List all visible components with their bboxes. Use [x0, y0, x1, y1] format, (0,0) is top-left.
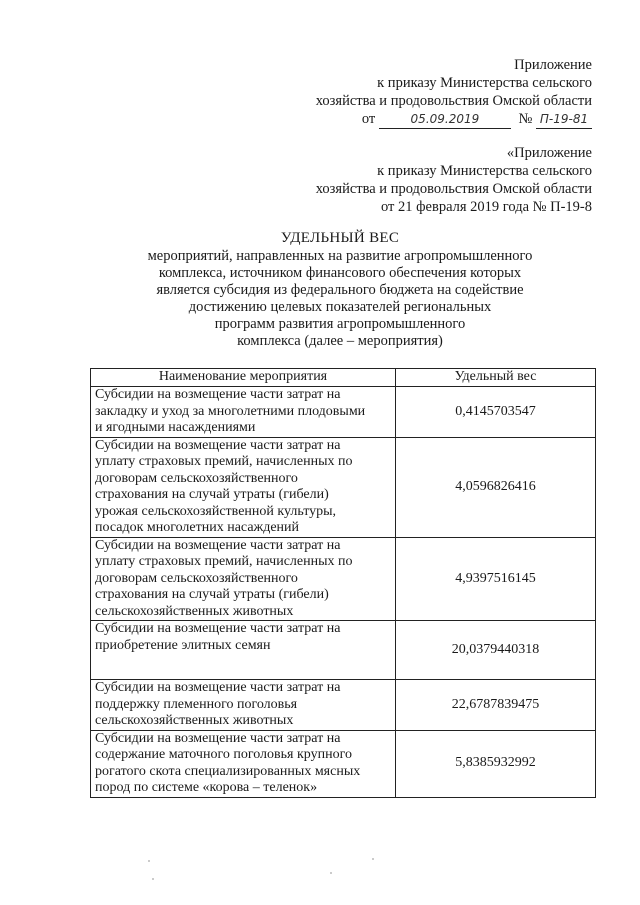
table-row: [91, 387, 596, 438]
title-line: программ развития агропромышленного: [214, 316, 466, 332]
row-weight-cell: 5,8385932992: [396, 730, 596, 797]
name-line: уплату страховых премий, начисленных по: [95, 554, 353, 569]
name-line: договорам сельскохозяйственного: [95, 470, 298, 486]
previous-order-ref-line: к приказу Министерства сельского: [377, 163, 592, 179]
scan-speck: [330, 872, 332, 874]
row-weight-cell: 4,0596826416: [396, 437, 596, 537]
row-name-cell: [91, 437, 396, 537]
name-line: Субсидии на возмещение части затрат на: [95, 437, 341, 453]
row-weight-cell: 0,4145703547: [396, 387, 596, 438]
ministry-line: хозяйства и продовольствия Омской области: [315, 93, 592, 109]
row-weight-cell: 4,9397516145: [396, 537, 596, 621]
row-name-cell: [91, 680, 396, 731]
name-line: уплату страховых премий, начисленных по: [95, 454, 353, 469]
table-row: [91, 680, 596, 731]
title-line: комплекса, источником финансового обеспечения которых: [158, 265, 522, 281]
name-line: посадок многолетних насаждений: [95, 520, 300, 535]
name-line: содержание маточного поголовья крупного: [95, 747, 352, 762]
scan-speck: [372, 858, 374, 860]
name-line: закладку и уход за многолетними плодовыми: [95, 403, 366, 419]
previous-order-date-line: от 21 февраля 2019 года № П-19-8: [381, 199, 592, 215]
appendix-header-current: [316, 56, 592, 129]
appendix-label: Приложение: [514, 57, 592, 73]
weights-table: [90, 368, 596, 798]
title-line: является субсидия из федерального бюджета на содействие: [156, 282, 524, 298]
name-line: поддержку племенного поголовья: [95, 696, 298, 712]
row-name-cell: [91, 387, 396, 438]
name-line: и ягодными насаждениями: [95, 420, 256, 435]
name-line: Субсидии на возмещение части затрат на: [95, 730, 341, 746]
name-line: Субсидии на возмещение части затрат на: [95, 621, 341, 636]
handwritten-number: П-19-81: [536, 110, 592, 129]
scan-speck: [148, 860, 150, 862]
title-line: достижению целевых показателей региональных: [188, 299, 492, 315]
table-header-row: [91, 369, 596, 387]
column-header-weight: Удельный вес: [396, 369, 596, 387]
row-name-cell: [91, 537, 396, 621]
table-row: [91, 730, 596, 797]
name-line: Субсидии на возмещение части затрат на: [95, 680, 341, 695]
title-line: мероприятий, направленных на развитие агропромышленного: [147, 248, 533, 264]
date-prefix: от: [361, 111, 376, 127]
row-name-cell: [91, 730, 396, 797]
order-ref-line: к приказу Министерства сельского: [377, 75, 592, 91]
name-line: страхования на случай утраты (гибели): [95, 487, 329, 502]
column-header-name: Наименование мероприятия: [91, 369, 396, 387]
name-line: сельскохозяйственных животных: [95, 603, 294, 619]
appendix-header-previous: [316, 144, 592, 216]
document-title-block: [120, 230, 560, 350]
scan-speck: [152, 878, 154, 880]
title-line: комплекса (далее – мероприятия): [237, 333, 443, 349]
name-line: пород по системе «корова – теленок»: [95, 780, 318, 795]
table-row: [91, 621, 596, 680]
row-name-cell: [91, 621, 396, 680]
row-weight-cell: 20,0379440318: [396, 621, 596, 680]
name-line: рогатого скота специализированных мясных: [95, 763, 361, 779]
order-date-line: [316, 110, 592, 129]
name-line: приобретение элитных семян: [95, 637, 271, 653]
handwritten-date: 05.09.2019: [379, 110, 511, 129]
name-line: Субсидии на возмещение части затрат на: [95, 537, 341, 553]
name-line: урожая сельскохозяйственной культуры,: [95, 503, 337, 519]
previous-appendix-label: «Приложение: [506, 145, 592, 161]
name-line: Субсидии на возмещение части затрат на: [95, 387, 341, 402]
row-weight-cell: 22,6787839475: [396, 680, 596, 731]
name-line: сельскохозяйственных животных: [95, 713, 294, 728]
previous-ministry-line: хозяйства и продовольствия Омской области: [315, 181, 592, 197]
name-line: страхования на случай утраты (гибели): [95, 587, 329, 602]
document-title: УДЕЛЬНЫЙ ВЕС: [280, 230, 400, 246]
table-row: [91, 537, 596, 621]
name-line: договорам сельскохозяйственного: [95, 570, 298, 586]
number-prefix: №: [518, 111, 533, 127]
table-row: [91, 437, 596, 537]
